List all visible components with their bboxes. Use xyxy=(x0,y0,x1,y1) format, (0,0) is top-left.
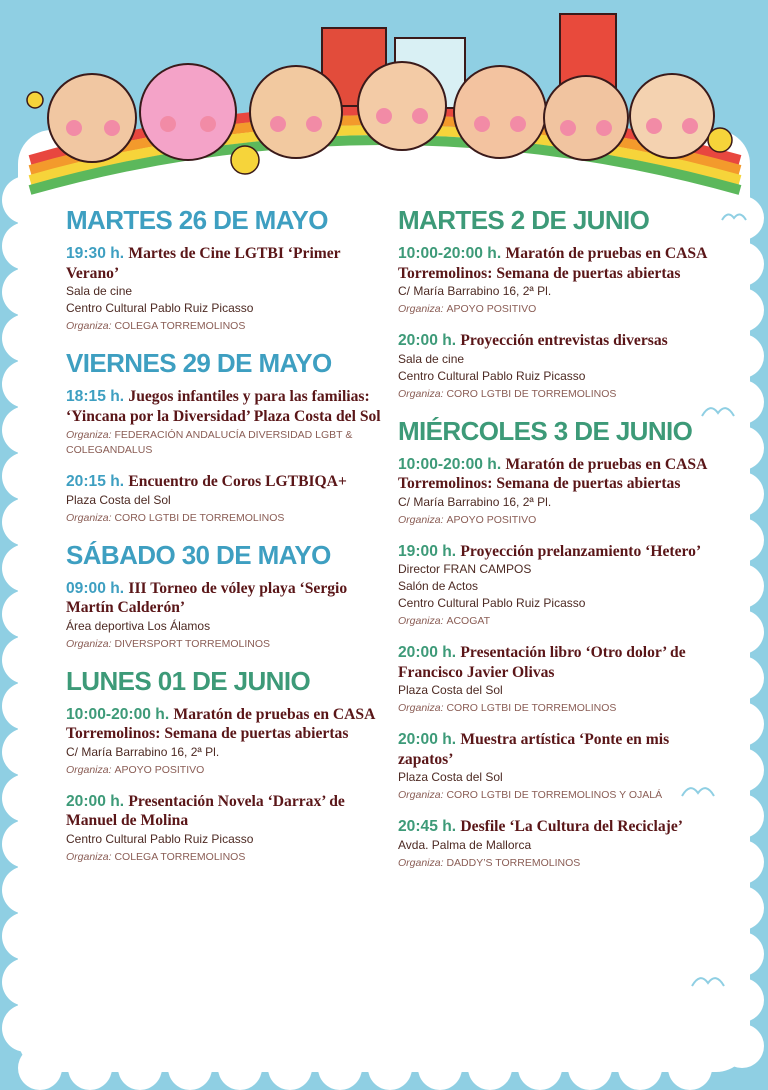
event-place: Plaza Costa del Sol xyxy=(398,683,503,697)
right-column xyxy=(398,205,723,885)
cloud-puff xyxy=(720,426,764,470)
day-heading: LUNES 01 DE JUNIO xyxy=(66,665,311,696)
seagull-icon xyxy=(690,970,726,988)
organizer-label: Organiza: xyxy=(398,513,447,526)
organizer-name: DADDY’S TORREMOLINOS xyxy=(446,856,581,869)
day-section xyxy=(66,205,381,334)
event-organizer xyxy=(398,788,723,803)
event-time: 19:00 h. xyxy=(398,542,461,560)
event-time: 20:15 h. xyxy=(66,473,129,490)
organizer-label: Organiza: xyxy=(398,789,447,801)
cloud-puff xyxy=(720,886,764,930)
organizer-label: Organiza: xyxy=(398,702,447,714)
event-title-text: Encuentro de Coros LGTBIQA+ xyxy=(128,473,347,490)
organizer-label: Organiza: xyxy=(66,850,115,863)
cloud-puff xyxy=(2,498,50,546)
cloud-puff xyxy=(720,564,764,608)
cloud-puff xyxy=(2,590,50,638)
event-title-text: Presentación Novela ‘Darrax’ de Manuel de Molina xyxy=(66,792,345,829)
cloud-puff xyxy=(68,1046,112,1090)
cloud-puff xyxy=(720,288,764,332)
day-section xyxy=(398,205,723,402)
event-place: Salón de Actos xyxy=(398,579,479,593)
event-item xyxy=(66,472,381,526)
organizer-label: Organiza: xyxy=(398,303,447,315)
event-place: Área deportiva Los Álamos xyxy=(66,618,211,633)
event-organizer xyxy=(398,614,723,629)
event-title xyxy=(398,817,723,837)
organizer-name: COLEGA TORREMOLINOS xyxy=(114,320,246,332)
event-title xyxy=(398,331,723,351)
event-organizer xyxy=(66,850,381,865)
organizer-name: APOYO POSITIVO xyxy=(446,513,537,526)
organizer-label: Organiza: xyxy=(66,429,115,441)
event-organizer xyxy=(398,302,723,317)
event-time: 18:15 h. xyxy=(66,388,129,405)
organizer-label: Organiza: xyxy=(398,615,447,627)
cloud-puff xyxy=(2,682,50,730)
event-title xyxy=(398,542,723,562)
event-organizer xyxy=(66,763,381,778)
cloud-puff xyxy=(720,656,764,700)
event-title-text: Martes de Cine LGTBI ‘Primer Verano’ xyxy=(66,245,341,282)
day-heading: VIERNES 29 DE MAYO xyxy=(66,348,332,378)
event-place: Centro Cultural Pablo Ruiz Picasso xyxy=(66,301,254,315)
cloud-puff xyxy=(568,1046,612,1090)
event-place: Centro Cultural Pablo Ruiz Picasso xyxy=(398,596,586,610)
event-title xyxy=(66,705,381,744)
cloud-puff xyxy=(2,958,50,1006)
event-time: 20:00 h. xyxy=(398,644,461,661)
cloud-puff xyxy=(118,1046,162,1090)
event-organizer xyxy=(66,428,381,458)
event-time: 20:00 h. xyxy=(66,792,129,810)
event-item xyxy=(66,579,381,652)
cloud-puff xyxy=(418,1046,462,1090)
day-heading: MIÉRCOLES 3 DE JUNIO xyxy=(398,415,693,446)
left-column xyxy=(66,205,381,879)
organizer-name: CORO LGTBI DE TORREMOLINOS xyxy=(114,511,285,524)
event-organizer xyxy=(398,513,723,528)
header-illustration xyxy=(0,0,768,200)
event-organizer xyxy=(398,856,723,871)
event-title xyxy=(398,730,723,769)
event-place: Director FRAN CAMPOS xyxy=(398,562,532,576)
cloud-puff xyxy=(2,314,50,362)
event-item xyxy=(66,792,381,865)
event-place: Plaza Costa del Sol xyxy=(66,492,171,507)
event-title xyxy=(66,244,381,283)
event-place: C/ María Barrabino 16, 2ª Pl. xyxy=(66,744,220,759)
cloud-puff xyxy=(518,1046,562,1090)
cloud-puff xyxy=(720,518,764,562)
cloud-puff xyxy=(720,242,764,286)
event-title xyxy=(66,579,381,618)
event-time: 09:00 h. xyxy=(66,579,129,597)
event-title xyxy=(398,244,723,283)
event-title xyxy=(398,455,723,494)
event-place: Plaza Costa del Sol xyxy=(398,770,503,784)
event-item xyxy=(398,331,723,402)
event-item xyxy=(66,705,381,778)
cloud-puff xyxy=(468,1046,512,1090)
event-item xyxy=(398,817,723,871)
organizer-name: APOYO POSITIVO xyxy=(114,763,205,776)
cloud-puff xyxy=(2,360,50,408)
cloud-puff xyxy=(2,406,50,454)
event-title-text: Desfile ‘La Cultura del Reciclaje’ xyxy=(460,818,683,835)
event-organizer xyxy=(66,511,381,526)
cloud-puff xyxy=(18,1046,62,1090)
event-organizer xyxy=(398,387,723,402)
event-item xyxy=(398,455,723,528)
event-place: C/ María Barrabino 16, 2ª Pl. xyxy=(398,284,552,298)
cloud-puff xyxy=(2,866,50,914)
event-place: Sala de cine xyxy=(398,351,465,366)
event-place: Centro Cultural Pablo Ruiz Picasso xyxy=(398,368,586,383)
day-section xyxy=(66,540,381,652)
event-item xyxy=(66,387,381,458)
event-place: Sala de cine xyxy=(66,284,133,298)
cloud-puff xyxy=(318,1046,362,1090)
event-organizer xyxy=(66,319,381,334)
event-title-text: Maratón de pruebas en CASA Torremolinos: Semana de puertas abiertas xyxy=(66,705,375,742)
cloud-puff xyxy=(2,222,50,270)
day-section xyxy=(398,416,723,871)
organizer-label: Organiza: xyxy=(398,387,447,400)
cloud-puff xyxy=(618,1046,662,1090)
cloud-puff xyxy=(2,636,50,684)
event-item xyxy=(398,643,723,716)
event-title-text: Juegos infantiles y para las familias: ‘Yincana por la Diversidad’ Plaza Costa del Sol xyxy=(66,388,381,425)
event-title-text: Proyección entrevistas diversas xyxy=(460,332,668,349)
cloud-puff xyxy=(2,728,50,776)
seagull-icon xyxy=(720,208,748,222)
event-title-text: Maratón de pruebas en CASA Torremolinos: Semana de puertas abiertas xyxy=(398,455,707,492)
event-item xyxy=(66,244,381,334)
event-item xyxy=(398,542,723,630)
day-heading: MARTES 26 DE MAYO xyxy=(66,205,328,235)
event-time: 10:00-20:00 h. xyxy=(398,245,506,262)
cloud-puff xyxy=(720,610,764,654)
day-section xyxy=(66,348,381,526)
organizer-label: Organiza: xyxy=(66,637,115,650)
cloud-puff xyxy=(720,472,764,516)
event-title-text: Proyección prelanzamiento ‘Hetero’ xyxy=(460,542,702,560)
organizer-label: Organiza: xyxy=(66,320,115,332)
cloud-puff xyxy=(720,702,764,746)
cloud-puff xyxy=(168,1046,212,1090)
event-time: 10:00-20:00 h. xyxy=(398,455,506,473)
cloud-puff xyxy=(720,334,764,378)
event-time: 19:30 h. xyxy=(66,245,129,262)
cloud-puff xyxy=(2,268,50,316)
organizer-name: COLEGA TORREMOLINOS xyxy=(114,850,246,863)
organizer-label: Organiza: xyxy=(66,763,115,776)
event-time: 20:45 h. xyxy=(398,818,461,835)
organizer-name: CORO LGTBI DE TORREMOLINOS xyxy=(446,702,617,714)
cloud-puff xyxy=(720,932,764,976)
cloud-puff xyxy=(2,774,50,822)
event-place: C/ María Barrabino 16, 2ª Pl. xyxy=(398,494,552,509)
event-title-text: III Torneo de vóley playa ‘Sergio Martín Calderón’ xyxy=(66,579,348,616)
cloud-puff xyxy=(2,912,50,960)
event-item xyxy=(398,730,723,803)
event-title xyxy=(398,643,723,682)
organizer-name: CORO LGTBI DE TORREMOLINOS Y OJALÁ xyxy=(446,789,663,801)
organizer-name: APOYO POSITIVO xyxy=(446,303,537,315)
cloud-puff xyxy=(368,1046,412,1090)
event-time: 20:00 h. xyxy=(398,731,461,748)
event-title-text: Muestra artística ‘Ponte en mis zapatos’ xyxy=(398,731,670,768)
event-organizer xyxy=(66,637,381,652)
event-time: 10:00-20:00 h. xyxy=(66,705,174,723)
day-heading: MARTES 2 DE JUNIO xyxy=(398,205,650,235)
cloud-puff xyxy=(2,544,50,592)
cloud-puff xyxy=(2,820,50,868)
event-title xyxy=(66,387,381,426)
cloud-puff xyxy=(720,978,764,1022)
event-title-text: Presentación libro ‘Otro dolor’ de Francisco Javier Olivas xyxy=(398,644,686,681)
event-title xyxy=(66,472,381,492)
event-title xyxy=(66,792,381,831)
event-place: Centro Cultural Pablo Ruiz Picasso xyxy=(66,831,254,846)
event-place: Avda. Palma de Mallorca xyxy=(398,837,532,852)
organizer-label: Organiza: xyxy=(66,511,115,524)
organizer-name: FEDERACIÓN ANDALUCÍA DIVERSIDAD LGBT & COLEGANDALUS xyxy=(66,429,353,456)
cloud-puff xyxy=(668,1046,712,1090)
cloud-puff xyxy=(720,748,764,792)
cloud-puff xyxy=(720,794,764,838)
cloud-puff xyxy=(218,1046,262,1090)
organizer-label: Organiza: xyxy=(398,856,447,869)
day-section xyxy=(66,666,381,865)
event-item xyxy=(398,244,723,317)
cloud-puff xyxy=(2,1004,50,1052)
cloud-puff xyxy=(720,840,764,884)
cloud-puff xyxy=(720,1024,764,1068)
event-organizer xyxy=(398,701,723,716)
day-heading: SÁBADO 30 DE MAYO xyxy=(66,539,331,570)
organizer-name: DIVERSPORT TORREMOLINOS xyxy=(114,637,271,650)
event-title-text: Maratón de pruebas en CASA Torremolinos: Semana de puertas abiertas xyxy=(398,245,707,282)
cloud-puff xyxy=(2,452,50,500)
organizer-name: CORO LGTBI DE TORREMOLINOS xyxy=(446,387,617,400)
cloud-puff xyxy=(268,1046,312,1090)
event-time: 20:00 h. xyxy=(398,332,461,349)
organizer-name: ACOGAT xyxy=(446,615,491,627)
